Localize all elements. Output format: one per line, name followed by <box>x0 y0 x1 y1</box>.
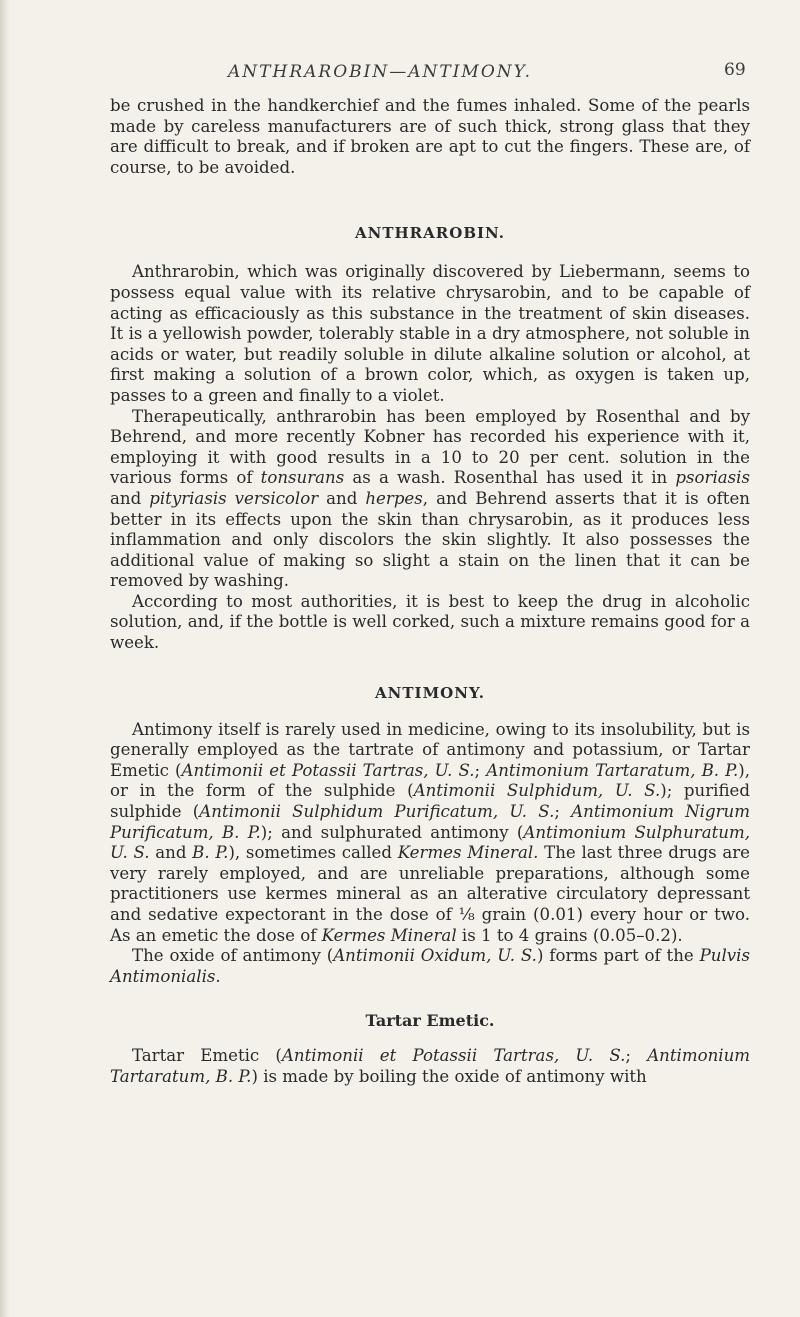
section-heading-antimony: ANTIMONY. <box>375 683 485 702</box>
anthrarobin-paragraph-2: Therapeutically, anthrarobin has been employed by Rosenthal and by Behrend, and more recently Kobner has recorded his experience with it, employing it with good results in a 10 to 20 per cent. solution in the various forms of tonsurans as a wash. Rosenthal has used it in psoriasis and pityriasis versicolor and herpes, and Behrend asserts that it is often better in its effects upon the skin than chrysarobin, as it produces less inflammation and only discolors the skin slightly. It also possesses the additional value of making so slight a stain on the linen that it can be removed by washing. <box>110 406 750 591</box>
subsection-heading-tartar-emetic: Tartar Emetic. <box>365 1011 495 1031</box>
section-heading-anthrarobin: ANTHRAROBIN. <box>355 224 505 243</box>
tartar-emetic-paragraph-1: Tartar Emetic (Antimonii et Potassii Tartras, U. S.; Antimonium Tartaratum, B. P.) is made by boiling the oxide of antimony with <box>110 1046 750 1086</box>
running-title: ANTHRAROBIN—ANTIMONY. <box>228 62 533 82</box>
body-text <box>110 96 750 1088</box>
anthrarobin-paragraph-1: Anthrarobin, which was originally discovered by Liebermann, seems to possess equal value with its relative chrysarobin, and to be capable of acting as efficaciously as this substance in the treatment of skin diseases. It is a yellowish powder, tolerably stable in a dry atmosphere, not soluble in acids or water, but readily soluble in dilute alkaline solution or alcohol, at first making a solution of a brown color, which, as oxygen is taken up, passes to a green and finally to a violet. <box>110 262 750 405</box>
antimony-paragraph-1: Antimony itself is rarely used in medicine, owing to its insolubility, but is generally employed as the tartrate of antimony and potassium, or Tartar Emetic (Antimonii et Potassii Tartras, U. S.; Antimonium Tartaratum, B. P.), or in the form of the sulphide (Antimonii Sulphidum, U. S.); purified sulphide (Antimonii Sulphidum Purificatum, U. S.; Antimonium Nigrum Purificatum, B. P.); and sulphurated antimony (Antimonium Sulphuratum, U. S. and B. P.), sometimes called Kermes Mineral. The last three drugs are very rarely employed, and are unreliable preparations, although some practitioners use kermes mineral as an alterative circulatory depressant and sedative expectorant in the dose of ⅛ grain (0.01) every hour or two. As an emetic the dose of Kermes Mineral is 1 to 4 grains (0.05–0.2). <box>110 719 750 945</box>
anthrarobin-paragraph-3: According to most authorities, it is best to keep the drug in alcoholic solution, and, if the bottle is well corked, such a mixture remains good for a week. <box>110 591 750 653</box>
page-binding-edge <box>0 0 10 1317</box>
intro-paragraph: be crushed in the handkerchief and the fumes inhaled. Some of the pearls made by careless manufacturers are of such thick, strong glass that they are difficult to break, and if broken are apt to cut the fingers. These are, of course, to be avoided. <box>110 96 750 177</box>
page-number: 69 <box>724 60 746 80</box>
antimony-paragraph-2: The oxide of antimony (Antimonii Oxidum, U. S.) forms part of the Pulvis Antimonialis. <box>110 946 750 986</box>
